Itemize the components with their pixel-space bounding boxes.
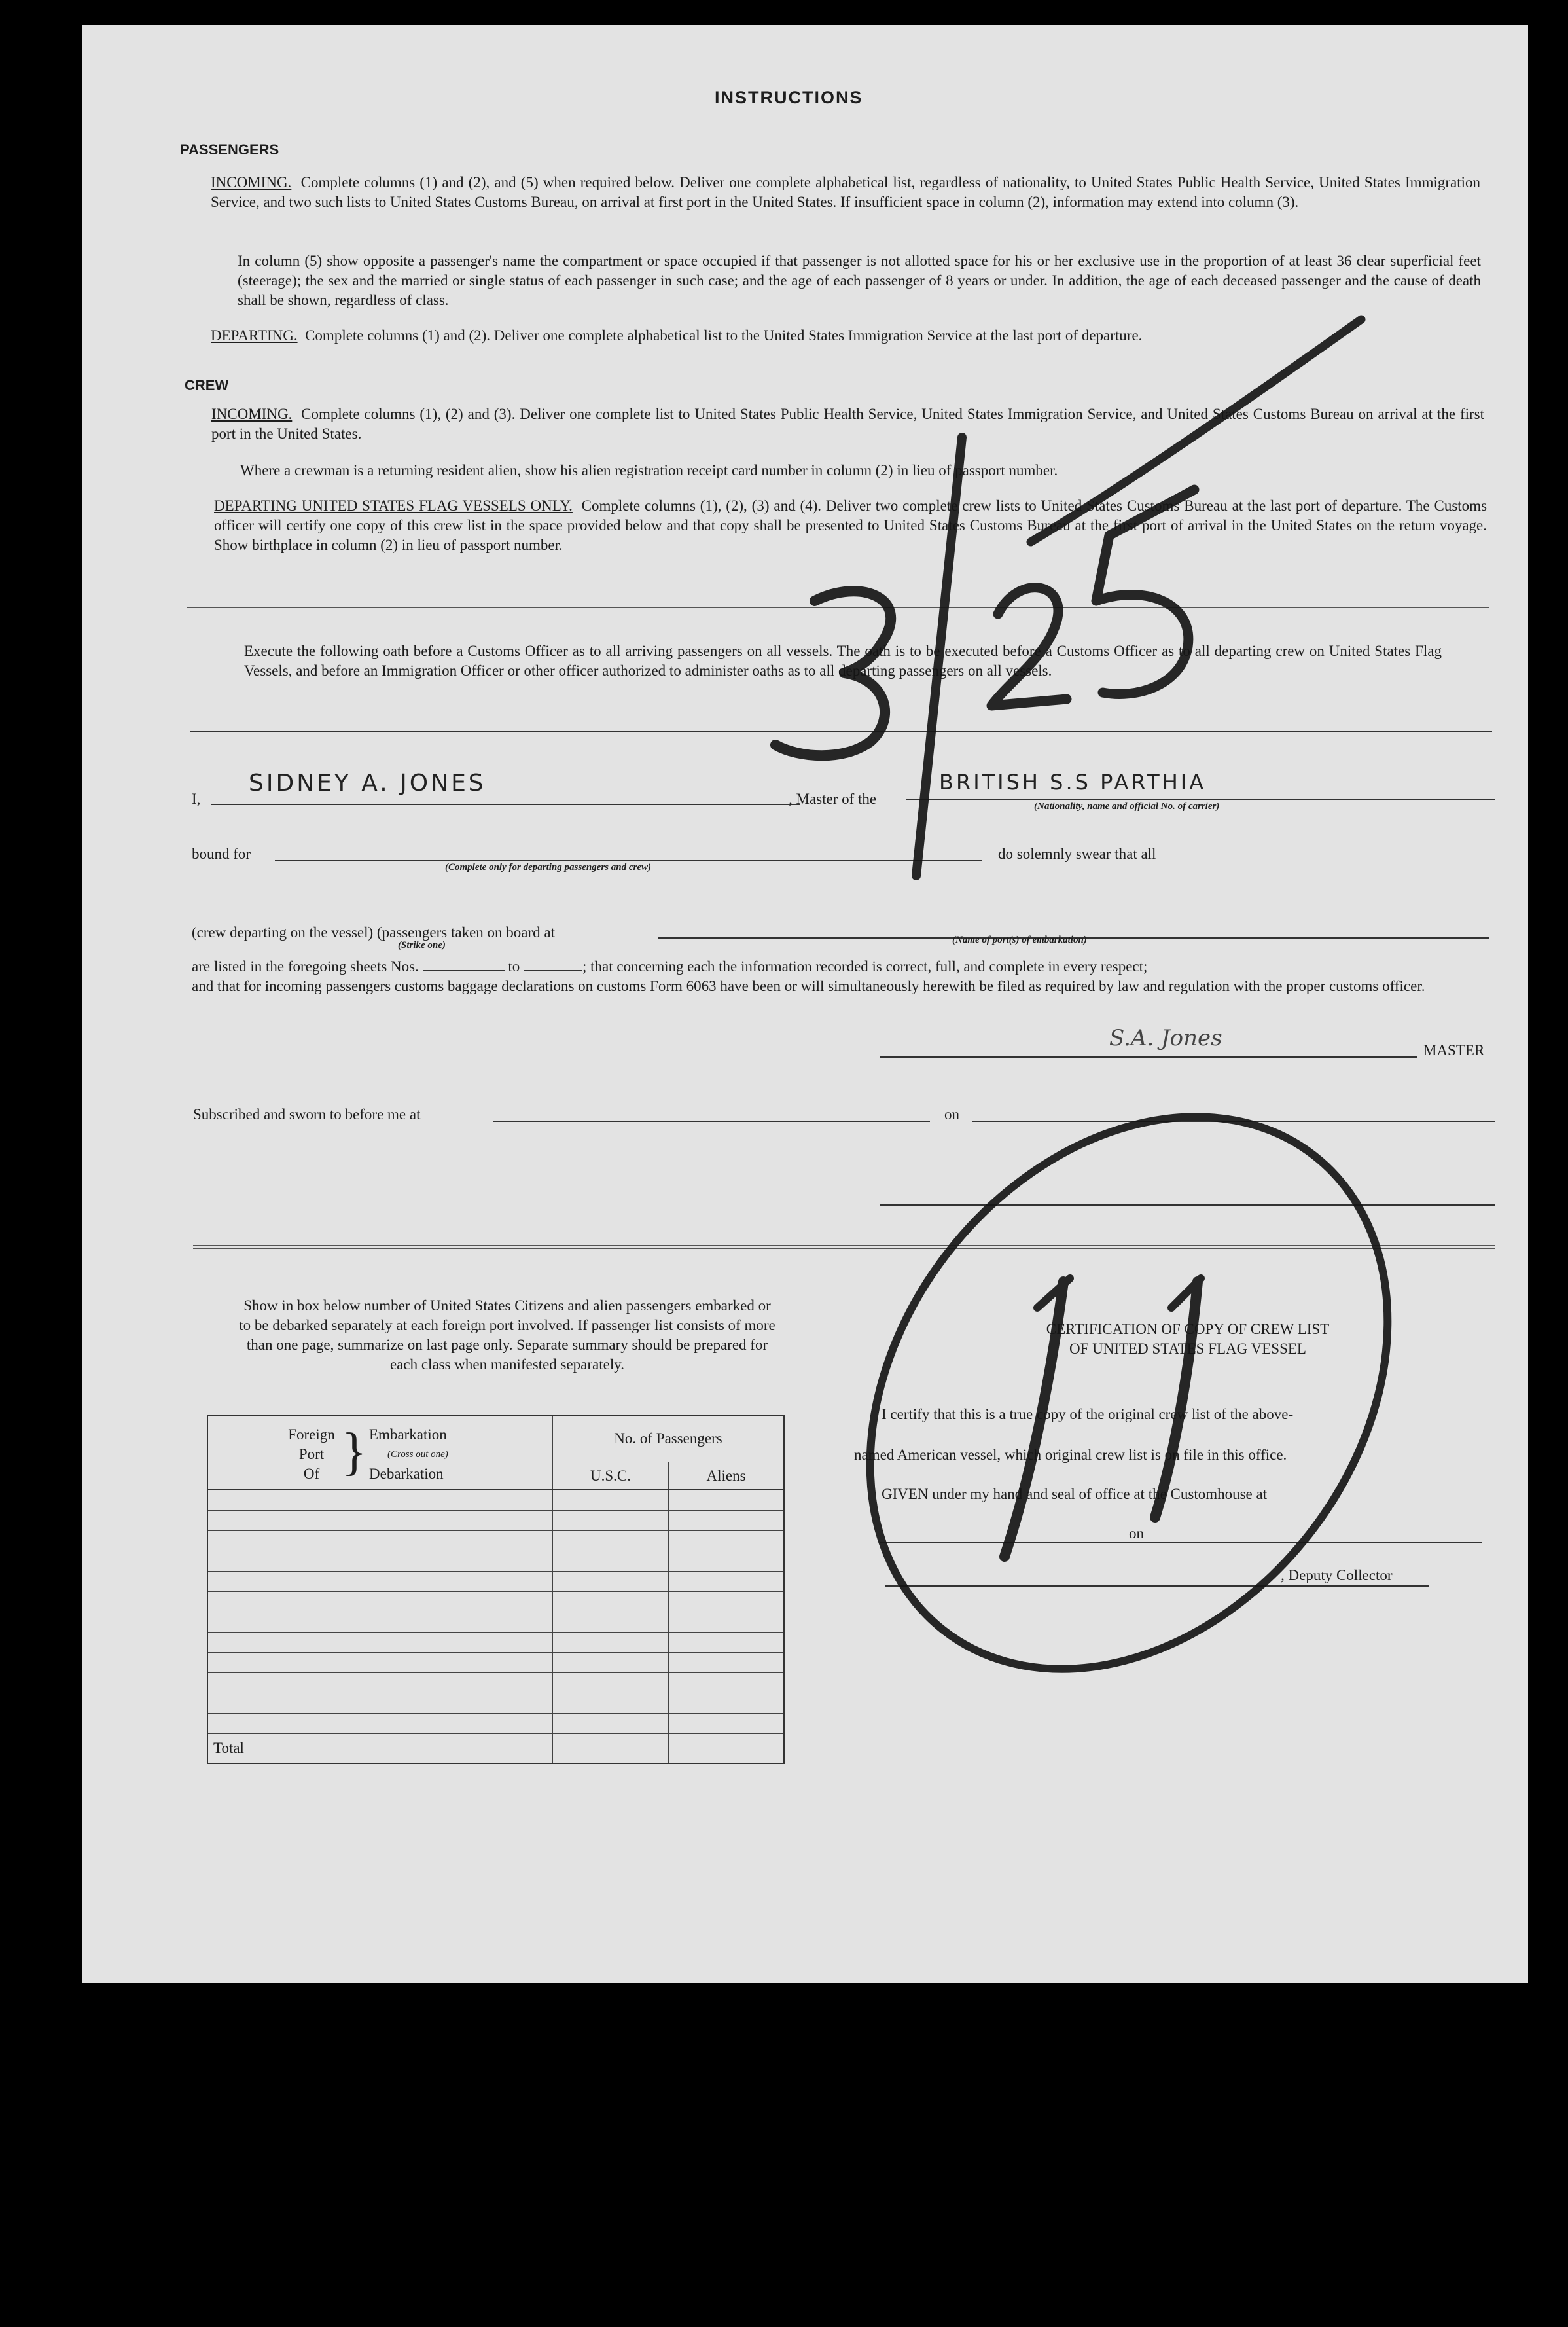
passengers-departing-text: Complete columns (1) and (2). Deliver one complete alphabetical list to the United States Immigration Service at the last port of departure. [305,327,1143,344]
baggage-text: and that for incoming passengers customs baggage declarations on customs Form 6063 have been or will simultaneously herewith be filed as required by law and regulation with the proper customs officer. [192,978,1425,994]
master-label: MASTER [1423,1042,1485,1058]
date-mark-stroke [1031,319,1361,542]
date-mark-stroke [775,591,891,755]
crew-departing-text: (crew departing on the vessel) (passengers taken on board at [192,924,555,941]
summary-instructions: Show in box below number of United States Citizens and alien passengers embarked or to be debarked separately at each foreign port involved. If passenger list consists of more than one page, summarize on last page only. Separate summary should be prepared for each class when manifested separately. [239,1297,775,1373]
handwritten-annotations [82,25,1528,1983]
certification-line-2: named American vessel, which original crew list is on file in this office. [854,1447,1287,1463]
strike-caption: (Strike one) [398,940,446,950]
date-mark-stroke [1096,490,1194,694]
crew-flag-text: Complete columns (1), (2), (3) and (4). Deliver two complete crew lists to United States Customs Bureau at the last port of departure. The Customs officer will certify one copy of this crew list in the space provided below and that copy shall be presented to United States Customs Bureau at the first port of arrival in the United States on the return voyage. Show birthplace in column (2) in lieu of passport number. [214,497,1488,553]
subscribed-on-label: on [944,1106,959,1123]
passengers-incoming-text: Complete columns (1) and (2), and (5) when required below. Deliver one complete alphabetical list, regardless of nationality, to United States Public Health Service, United States Immigration Service, and two such lists to United States Customs Bureau, on arrival at first port in the United States. If insufficient space in column (2), information may extend into column (3). [211,174,1481,210]
brace: } [342,1423,367,1481]
page-title: INSTRUCTIONS [715,88,863,107]
cross-out-label: (Cross out one) [387,1449,448,1460]
crew-flag-label: DEPARTING UNITED STATES FLAG VESSELS ONLY. [214,497,573,514]
number-mark-stroke [1005,1282,1063,1557]
vessel-field: BRITISH S.S PARTHIA [939,770,1207,795]
aliens-header: Aliens [669,1462,785,1490]
swear-text: do solemnly swear that all [998,846,1156,862]
deputy-collector-label: , Deputy Collector [1281,1567,1393,1583]
oath-i-label: I, [192,791,201,807]
passengers-departing-label: DEPARTING. [211,327,298,344]
circle-mark [763,1015,1495,1771]
foreign-label: Foreign [288,1426,335,1443]
port-label: Port [298,1446,325,1462]
date-mark-stroke [916,437,962,876]
crew-incoming-text: Complete columns (1), (2) and (3). Deliver one complete list to United States Public Health Service, United States Immigration Service, and United States Customs Bureau on arrival at the first port in the United States. [211,406,1484,442]
certification-line-3: GIVEN under my hand and seal of office at the Customhouse at [882,1486,1268,1502]
bound-label: bound for [192,846,251,862]
crew-heading: CREW [185,377,229,393]
total-label: Total [207,1734,553,1764]
passengers-heading: PASSENGERS [180,141,279,158]
certification-title-2: OF UNITED STATES FLAG VESSEL [1069,1341,1306,1357]
certification-title-1: CERTIFICATION OF COPY OF CREW LIST [1046,1321,1330,1337]
master-signature: S.A. Jones [1109,1025,1222,1051]
crew-crewman-paragraph: Where a crewman is a returning resident alien, show his alien registration receipt card number in column (2) in lieu of passport number. [240,462,1058,478]
port-caption: (Name of port(s) of embarkation) [952,935,1087,945]
certification-on-label: on [1129,1525,1144,1542]
number-mark-stroke [1155,1282,1198,1517]
vessel-caption: (Nationality, name and official No. of carrier) [1034,801,1220,812]
listed-to: to [508,958,520,975]
listed-text-b: ; that concerning each the information recorded is correct, full, and complete in every respect; [582,958,1148,975]
no-passengers-header: No. of Passengers [553,1415,785,1462]
master-of-label: , Master of the [789,791,877,807]
embarkation-label: Embarkation [369,1426,447,1443]
crew-incoming-label: INCOMING. [211,406,293,422]
usc-header: U.S.C. [553,1462,669,1490]
bound-caption: (Complete only for departing passengers and crew) [445,862,651,873]
master-name-field: SIDNEY A. JONES [249,770,486,797]
certification-line-1: I certify that this is a true copy of the original crew list of the above- [882,1406,1294,1422]
passengers-incoming-label: INCOMING. [211,174,292,190]
oath-intro: Execute the following oath before a Customs Officer as to all arriving passengers on all vessels. The oath is to be executed before a Customs Officer as to all departing crew on United States Flag Vessels, and before an Immigration Officer or other officer authorized to administer oaths as to all departing passengers on all vessels. [244,643,1442,679]
passengers-column5-paragraph: In column (5) show opposite a passenger's name the compartment or space occupied if that passenger is not allotted space for his or her exclusive use in the proportion of at least 36 clear superficial feet (steerage); the sex and the married or single status of each passenger in such case; and the age of each passenger of 8 years or under. In addition, the age of each deceased passenger and the cause of death shall be shown, regardless of class. [238,253,1481,308]
of-label: Of [303,1466,320,1482]
subscribed-label: Subscribed and sworn to before me at [193,1106,421,1123]
debarkation-label: Debarkation [369,1466,444,1482]
listed-text-a: are listed in the foregoing sheets Nos. [192,958,419,975]
date-mark-stroke [991,588,1067,706]
document-page [82,25,1528,1983]
